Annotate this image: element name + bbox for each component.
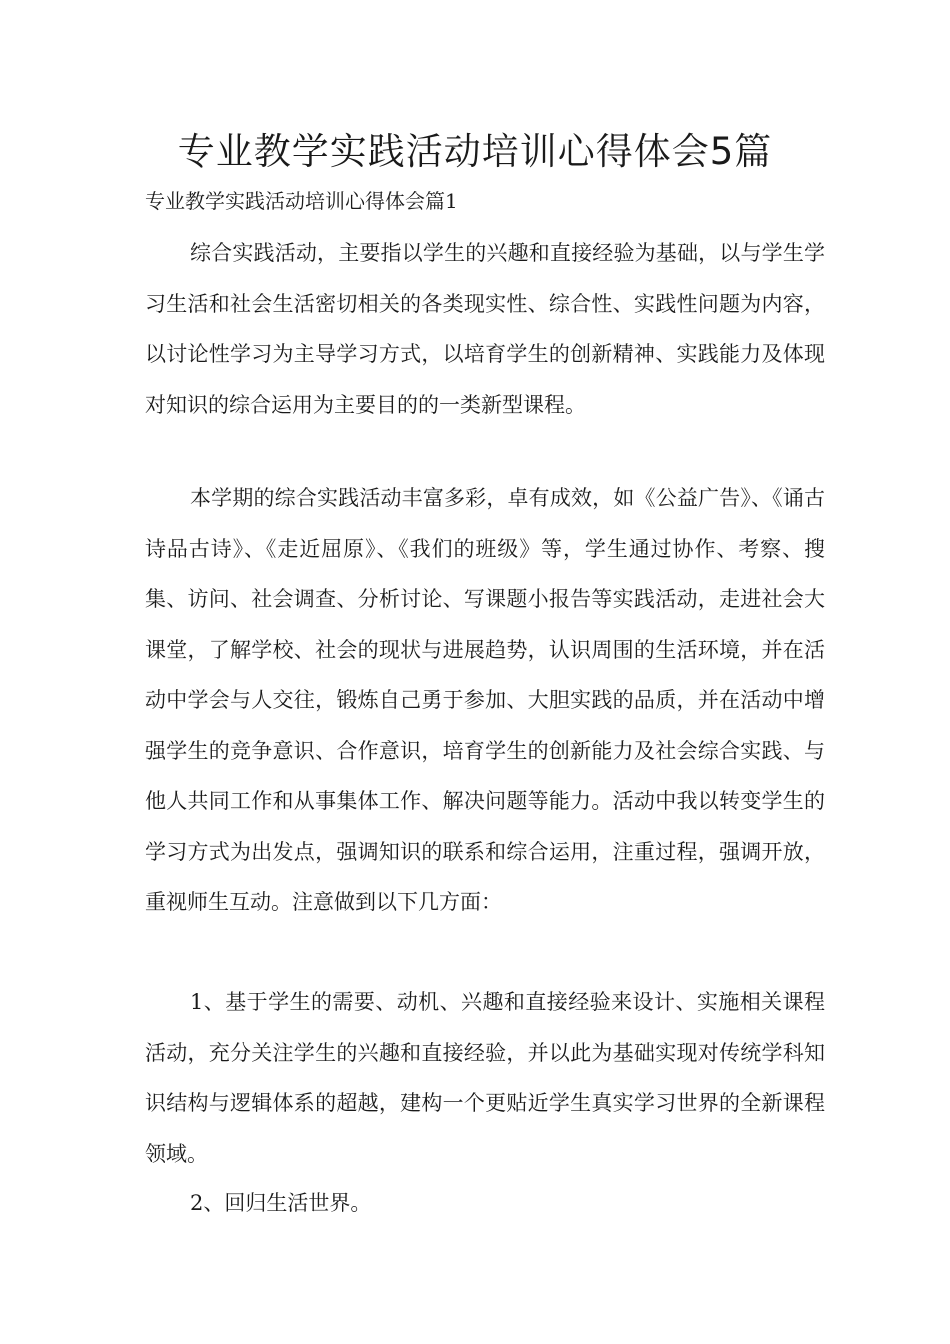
paragraph-2: 本学期的综合实践活动丰富多彩，卓有成效，如《公益广告》、《诵古诗品古诗》、《走近屈原》、《我们的班级》等，学生通过协作、考察、搜集、访问、社会调查、分析讨论、写课题小报告等实践活动，走进社会大课堂，了解学校、社会的现状与进展趋势，认识周围的生活环境，并在活动中学会与人交往，锻炼自己勇于参加、大胆实践的品质，并在活动中增强学生的竞争意识、合作意识，培育学生的创新能力及社会综合实践、与他人共同工作和从事集体工作、解决问题等能力。活动中我以转变学生的学习方式为出发点，强调知识的联系和综合运用，注重过程，强调开放，重视师生互动。注意做到以下几方面：	[145, 486, 825, 914]
paragraph-3: 1、基于学生的需要、动机、兴趣和直接经验来设计、实施相关课程活动，充分关注学生的兴趣和直接经验，并以此为基础实现对传统学科知识结构与逻辑体系的超越，建构一个更贴近学生真实学习世界的全新课程领域。	[145, 990, 825, 1166]
paragraph-4: 2、回归生活世界。	[190, 1191, 372, 1215]
document-title: 专业教学实践活动培训心得体会5篇	[177, 130, 773, 173]
paragraph-1: 综合实践活动，主要指以学生的兴趣和直接经验为基础，以与学生学习生活和社会生活密切相关的各类现实性、综合性、实践性问题为内容，以讨论性学习为主导学习方式，以培育学生的创新精神、实践能力及体现对知识的综合运用为主要目的的一类新型课程。	[145, 241, 825, 417]
section-heading: 专业教学实践活动培训心得体会篇1	[145, 189, 458, 213]
